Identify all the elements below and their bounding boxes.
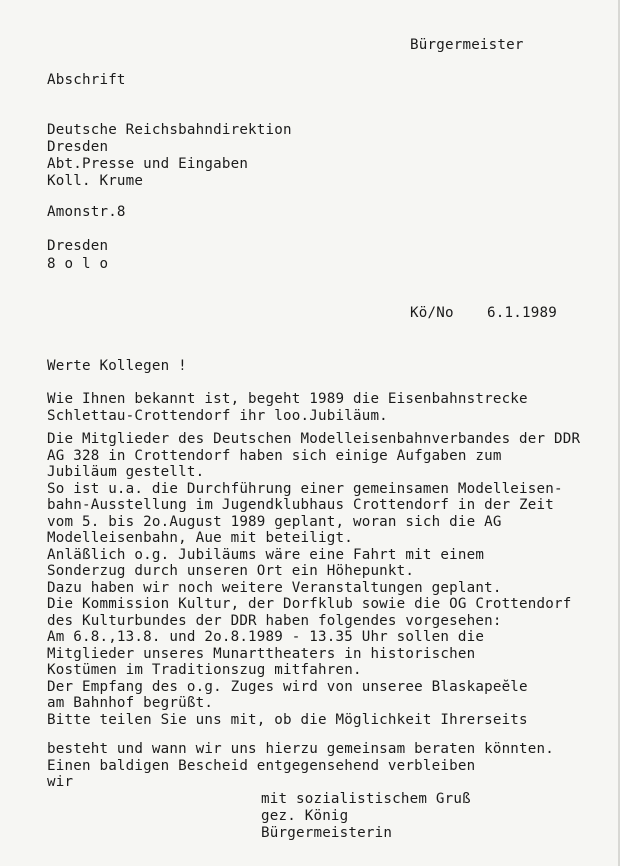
paragraph-1 bbox=[47, 391, 528, 424]
recipient-line: Dresden bbox=[47, 139, 109, 155]
text-line: vom 5. bis 2o.August 1989 geplant, woran sich die AG bbox=[47, 513, 502, 530]
recipient-city: Dresden bbox=[47, 238, 109, 254]
text-line: Jubiläum gestellt. bbox=[47, 464, 205, 480]
text-line: Modelleisenbahn, Aue mit beteiligt. bbox=[47, 530, 353, 546]
text-line: Wie Ihnen bekannt ist, begeht 1989 die Eisenbahnstrecke bbox=[47, 391, 528, 407]
text-line: Die Mitglieder des Deutschen Modelleisenbahnverbandes der DDR bbox=[47, 431, 581, 447]
recipient-postcode: 8 o l o bbox=[47, 256, 109, 272]
recipient-address bbox=[47, 122, 292, 190]
text-line: wir bbox=[47, 774, 74, 790]
text-line: So ist u.a. die Durchführung einer gemeinsamen Modelleisen- bbox=[47, 480, 563, 497]
text-line: bahn-Ausstellung im Jugendklubhaus Crottendorf in der Zeit bbox=[47, 497, 555, 513]
recipient-line: Koll. Krume bbox=[47, 173, 144, 189]
recipient-line: Deutsche Reichsbahndirektion bbox=[47, 122, 292, 138]
sender-title: Bürgermeister bbox=[410, 37, 524, 53]
text-line: Kostümen im Traditionszug mitfahren. bbox=[47, 662, 362, 678]
salutation: Werte Kollegen ! bbox=[47, 358, 187, 374]
paragraph-3 bbox=[47, 741, 554, 791]
text-line: Schlettau-Crottendorf ihr loo.Jubiläum. bbox=[47, 407, 388, 424]
paragraph-2 bbox=[47, 431, 580, 728]
closing-block bbox=[261, 791, 471, 842]
closing-greeting: mit sozialistischem Gruß bbox=[261, 791, 471, 807]
text-line: Dazu haben wir noch weitere Veranstaltungen geplant. bbox=[47, 579, 502, 596]
text-line: Anläßlich o.g. Jubiläums wäre eine Fahrt mit einem bbox=[47, 546, 485, 563]
closing-title: Bürgermeisterin bbox=[261, 825, 393, 841]
recipient-line: Abt.Presse und Eingaben bbox=[47, 156, 249, 172]
text-line: Bitte teilen Sie uns mit, ob die Möglichkeit Ihrerseits bbox=[47, 711, 528, 728]
text-line: Mitglieder unseres Munarttheaters in historischen bbox=[47, 645, 476, 662]
copy-label: Abschrift bbox=[47, 72, 126, 88]
letter-date: 6.1.1989 bbox=[487, 305, 557, 321]
text-line: am Bahnhof begrüßt. bbox=[47, 695, 214, 711]
text-line: Einen baldigen Bescheid entgegensehend verbleiben bbox=[47, 757, 476, 774]
text-line: Der Empfang des o.g. Zuges wird von unseree Blaskapeĕle bbox=[47, 678, 528, 695]
reference-code: Kö/No bbox=[410, 305, 454, 321]
recipient-street: Amonstr.8 bbox=[47, 204, 126, 220]
text-line: AG 328 in Crottendorf haben sich einige Aufgaben zum bbox=[47, 447, 502, 464]
text-line: Sonderzug durch unseren Ort ein Höhepunkt. bbox=[47, 563, 415, 579]
text-line: besteht und wann wir uns hierzu gemeinsam beraten könnten. bbox=[47, 741, 555, 757]
closing-signature: gez. König bbox=[261, 808, 349, 824]
text-line: des Kulturbundes der DDR haben folgendes vorgesehen: bbox=[47, 612, 502, 629]
text-line: Die Kommission Kultur, der Dorfklub sowie die OG Crottendorf bbox=[47, 596, 572, 612]
text-line: Am 6.8.,13.8. und 2o.8.1989 - 13.35 Uhr sollen die bbox=[47, 629, 485, 645]
